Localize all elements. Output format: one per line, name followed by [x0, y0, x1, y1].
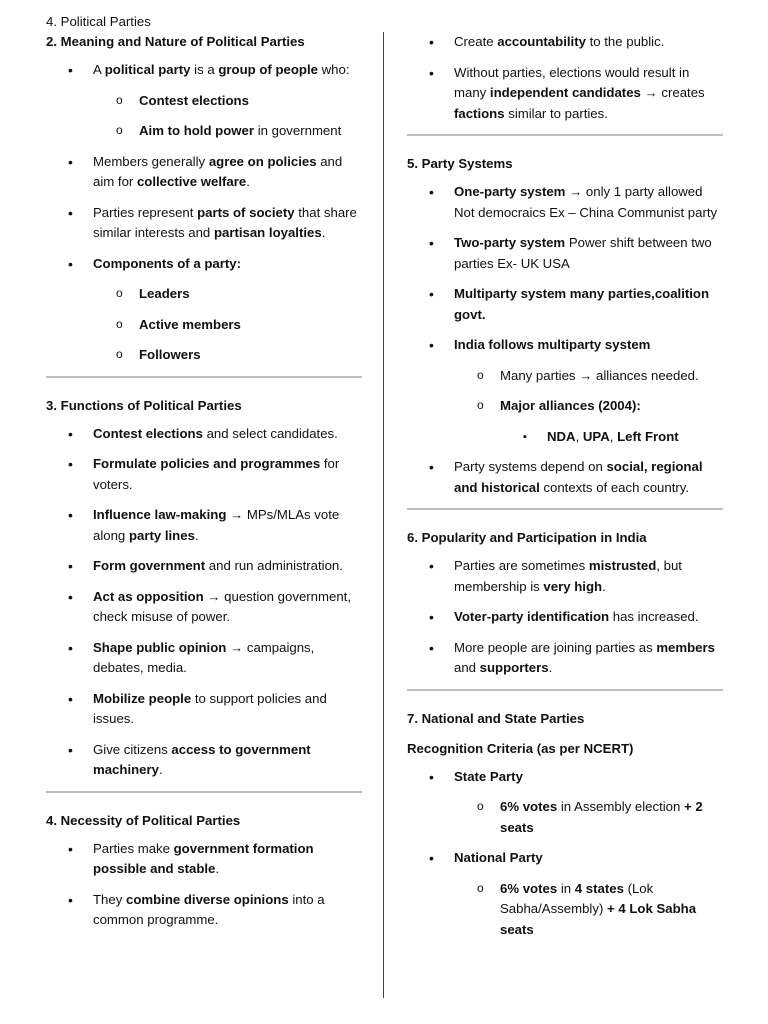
- bold-text: Aim to hold power: [139, 123, 255, 138]
- list-item: [407, 182, 723, 223]
- text: Parties are sometimes: [454, 558, 589, 573]
- text: and: [454, 660, 480, 675]
- text: Members generally: [93, 153, 209, 169]
- bold-text: + 4 Lok Sabha seats: [500, 901, 697, 937]
- text: → MPs/MLAs vote along: [93, 507, 340, 543]
- list-item: [407, 427, 723, 448]
- list-item: [407, 366, 723, 387]
- section-divider: [407, 134, 723, 136]
- text: has increased.: [609, 609, 699, 624]
- section-3-list: [46, 424, 362, 781]
- list-item: [46, 424, 362, 445]
- list-item: [407, 556, 723, 597]
- text: → only 1 party allowed Not democraics Ex – China Communist party: [454, 184, 718, 220]
- bold-text: State Party: [454, 768, 523, 784]
- section-7-heading: 7. National and State Parties: [407, 710, 585, 726]
- section-4-heading: 4. Necessity of Political Parties: [46, 812, 241, 828]
- list-item: [46, 152, 362, 193]
- bold-text: independent candidates: [489, 85, 641, 100]
- list-item: [46, 638, 362, 679]
- section-divider: [407, 689, 723, 691]
- bold-text: Form government: [93, 558, 206, 573]
- bold-text: group of people: [218, 62, 318, 77]
- section-7-list: [407, 767, 723, 941]
- section-4-list: [46, 839, 362, 931]
- list-item: [46, 740, 362, 781]
- bold-text: partisan loyalties: [213, 225, 322, 240]
- bold-text: 4 states: [574, 880, 624, 896]
- bold-text: NDA: [547, 428, 576, 444]
- list-item: [46, 587, 362, 628]
- list-item: [46, 556, 362, 577]
- list-item: [407, 63, 723, 125]
- bold-text: Active members: [139, 316, 241, 332]
- text: similar to parties.: [504, 105, 608, 121]
- text: .: [602, 578, 606, 594]
- section-3-heading: 3. Functions of Political Parties: [46, 397, 242, 413]
- section-7-subheading: Recognition Criteria (as per NCERT): [407, 740, 634, 756]
- list-item: [46, 839, 362, 880]
- text: .: [246, 174, 250, 189]
- section-divider: [46, 376, 362, 378]
- bold-text: UPA: [582, 428, 610, 444]
- list-item: [407, 284, 723, 325]
- section-6-list: [407, 556, 723, 679]
- text: , but membership is: [454, 558, 682, 594]
- section-2-heading: 2. Meaning and Nature of Political Parties: [46, 34, 305, 49]
- list-item: [407, 797, 723, 838]
- text: is a: [190, 62, 219, 77]
- section-divider: [46, 791, 362, 793]
- list-item: [407, 607, 723, 628]
- list-item: [46, 454, 362, 495]
- bold-text: party lines: [128, 527, 195, 543]
- bold-text: Voter-party identification: [454, 609, 610, 624]
- list-item: [46, 315, 362, 336]
- bold-text: collective welfare: [136, 174, 247, 189]
- text: that share similar interests and: [93, 204, 357, 240]
- text: ,: [575, 428, 583, 444]
- text: who:: [317, 62, 350, 77]
- bold-text: Components of a party:: [93, 255, 241, 271]
- text: in Assembly election: [557, 799, 684, 814]
- bold-text: Act as opposition: [93, 588, 204, 604]
- section-6-heading: 6. Popularity and Participation in India: [407, 530, 647, 545]
- bold-text: Major alliances (2004):: [500, 398, 641, 413]
- bold-text: members: [656, 639, 715, 655]
- list-item: [46, 345, 362, 366]
- section-5-list: [407, 182, 723, 498]
- right-column: [407, 32, 723, 950]
- bold-text: + 2 seats: [500, 799, 703, 835]
- bold-text: India follows multiparty system: [454, 337, 651, 352]
- bold-text: Contest elections: [93, 425, 203, 441]
- list-item: [46, 60, 362, 81]
- text: → question government, check misuse of power.: [93, 588, 351, 624]
- text: .: [158, 762, 163, 777]
- list-item: [46, 505, 362, 546]
- list-item: [407, 457, 723, 498]
- text: → campaigns, debates, media.: [93, 639, 315, 675]
- bold-text: factions: [454, 105, 505, 121]
- text: Create: [454, 34, 498, 49]
- text: Many parties → alliances needed.: [500, 367, 699, 383]
- list-item: [46, 91, 362, 112]
- list-item: [46, 689, 362, 730]
- bold-text: Multiparty system many parties,coalition govt.: [454, 286, 710, 322]
- section-4-continued-list: [407, 32, 723, 124]
- text: .: [548, 660, 553, 675]
- bold-text: 6% votes: [500, 799, 558, 814]
- list-item: [46, 203, 362, 244]
- list-item: [407, 767, 723, 788]
- text: to the public.: [585, 34, 665, 49]
- bold-text: One-party system: [454, 184, 566, 199]
- list-item: [407, 335, 723, 356]
- bold-text: very high: [543, 578, 603, 594]
- bold-text: political party: [104, 62, 191, 77]
- bold-text: 6% votes: [500, 880, 558, 896]
- bold-text: social, regional and historical: [454, 459, 703, 495]
- text: Power shift between two parties Ex- UK USA: [454, 235, 712, 271]
- text: ,: [609, 428, 618, 444]
- text: (Lok Sabha/Assembly): [500, 880, 654, 916]
- text: More people are joining parties as: [454, 639, 657, 655]
- text: and aim for: [93, 153, 343, 189]
- list-item: [46, 254, 362, 275]
- text: Parties make: [93, 840, 174, 856]
- text: in: [557, 880, 575, 896]
- list-item: [407, 32, 723, 53]
- list-item: [407, 879, 723, 941]
- list-item: [46, 890, 362, 931]
- bold-text: parts of society: [197, 204, 295, 220]
- text: Give citizens: [93, 741, 172, 757]
- text: .: [321, 225, 326, 240]
- text: Party systems depend on: [454, 459, 607, 474]
- bold-text: government formation possible and stable: [93, 840, 314, 876]
- section-2-list: [46, 60, 362, 366]
- page-title: 4. Political Parties: [46, 14, 151, 29]
- column-divider: [383, 32, 384, 998]
- bold-text: access to government machinery: [93, 741, 311, 777]
- text: Parties represent: [93, 204, 198, 220]
- bold-text: supporters: [479, 660, 549, 675]
- text: A: [93, 62, 105, 77]
- bold-text: National Party: [454, 850, 543, 865]
- bold-text: Leaders: [139, 286, 190, 301]
- bold-text: Left Front: [617, 428, 679, 444]
- bold-text: Formulate policies and programmes: [93, 456, 321, 471]
- bold-text: mistrusted: [588, 558, 657, 573]
- list-item: [46, 121, 362, 142]
- bold-text: Shape public opinion: [93, 639, 227, 655]
- list-item: [407, 233, 723, 274]
- bold-text: agree on policies: [208, 153, 317, 169]
- text: for voters.: [93, 456, 340, 492]
- text: contexts of each country.: [539, 479, 690, 495]
- text: into a common programme.: [93, 891, 325, 927]
- text: and select candidates.: [202, 425, 338, 441]
- list-item: [407, 638, 723, 679]
- bold-text: Followers: [139, 347, 201, 362]
- text: .: [194, 527, 199, 543]
- list-item: [46, 284, 362, 305]
- left-column: [46, 32, 362, 941]
- section-divider: [407, 508, 723, 510]
- text: .: [215, 861, 220, 876]
- text: They: [93, 891, 126, 907]
- section-5-heading: 5. Party Systems: [407, 156, 513, 171]
- list-item: [407, 848, 723, 869]
- bold-text: accountability: [497, 34, 586, 49]
- text: Without parties, elections would result in many: [454, 64, 690, 100]
- list-item: [407, 396, 723, 417]
- bold-text: Contest elections: [139, 92, 249, 108]
- text: to support policies and issues.: [93, 690, 327, 726]
- bold-text: Mobilize people: [93, 690, 192, 706]
- text: in government: [254, 123, 342, 138]
- bold-text: Influence law-making: [93, 507, 227, 522]
- bold-text: combine diverse opinions: [125, 891, 289, 907]
- text: and run administration.: [205, 558, 343, 573]
- text: → creates: [640, 85, 705, 100]
- bold-text: Two-party system: [454, 235, 566, 250]
